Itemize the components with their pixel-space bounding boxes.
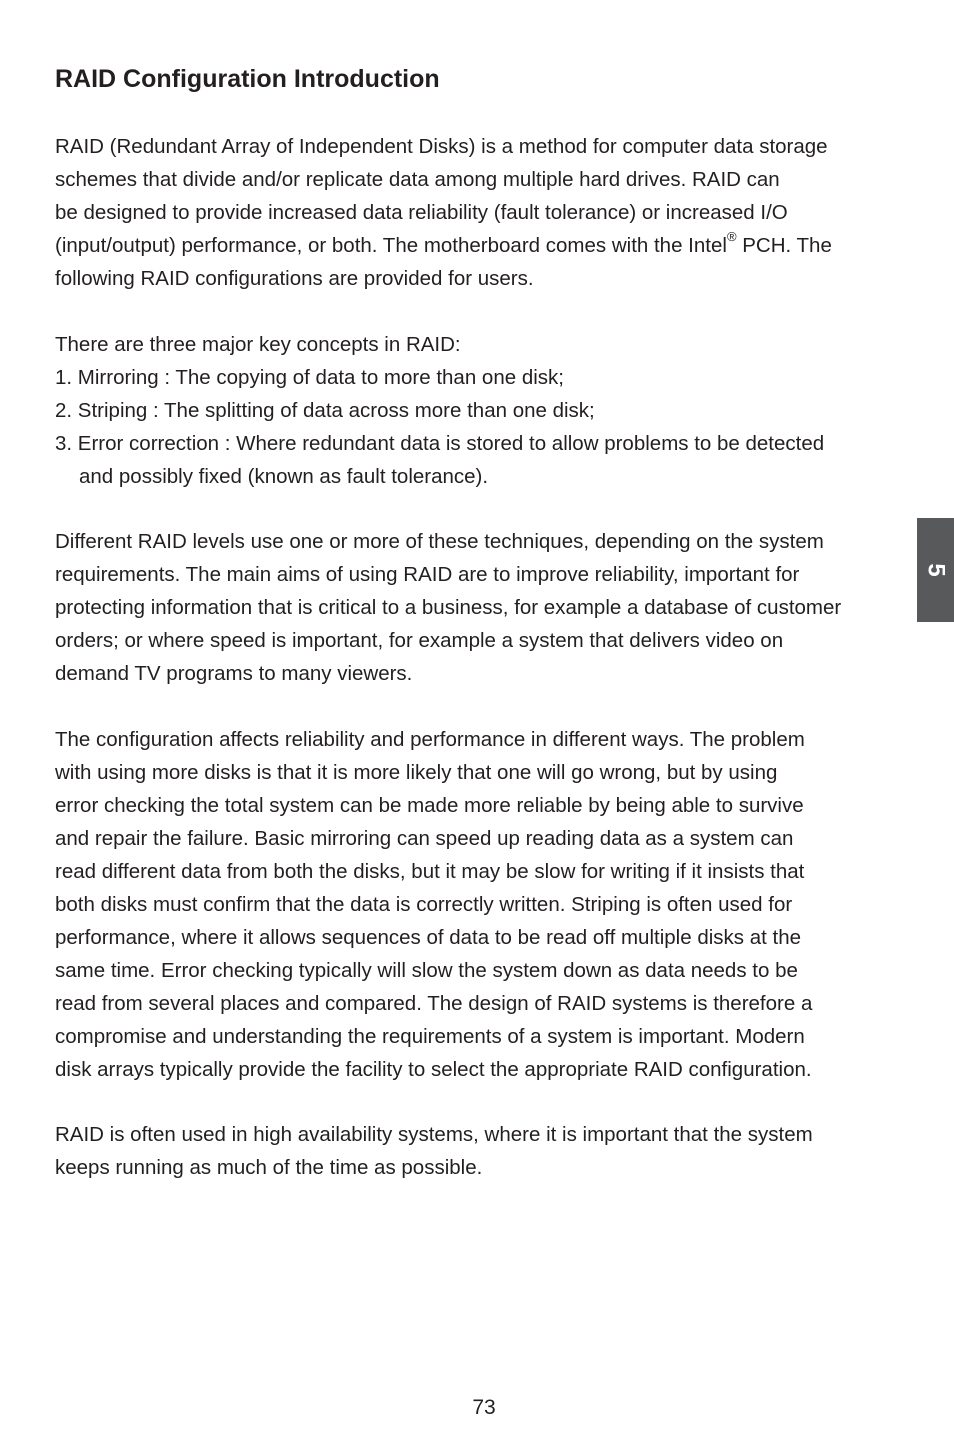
intro-line-4-start: (input/output) performance, or both. The motherboard comes with the Intel [55, 234, 727, 257]
intro-line-2: schemes that divide and/or replicate data among multiple hard drives. RAID can [55, 168, 780, 191]
page-number: 73 [472, 1396, 496, 1419]
intro-line-5: following RAID configurations are provided for users. [55, 267, 534, 290]
configuration-line: same time. Error checking typically will slow the system down as data needs to be [55, 959, 798, 982]
configuration-line: read from several places and compared. The design of RAID systems is therefore a [55, 992, 813, 1015]
raid-levels-line: demand TV programs to many viewers. [55, 662, 413, 685]
concept-item-error-correction-continued: and possibly fixed (known as fault tolerance). [79, 465, 489, 488]
availability-line: keeps running as much of the time as possible. [55, 1156, 483, 1179]
configuration-line: both disks must confirm that the data is correctly written. Striping is often used for [55, 893, 793, 916]
availability-paragraph [55, 1118, 813, 1184]
chapter-number: 5 [922, 563, 950, 577]
registered-mark: ® [726, 229, 737, 245]
key-concepts-intro: There are three major key concepts in RAID: [55, 333, 461, 356]
concept-item-error-correction: 3. Error correction : Where redundant data is stored to allow problems to be detected [55, 432, 825, 455]
availability-line: RAID is often used in high availability systems, where it is important that the system [55, 1123, 813, 1146]
configuration-paragraph [55, 723, 812, 1086]
configuration-line: with using more disks is that it is more likely that one will go wrong, but by using [55, 761, 778, 784]
chapter-tab [917, 518, 954, 622]
intro-line-4 [55, 229, 832, 262]
concept-item-striping: 2. Striping : The splitting of data across more than one disk; [55, 399, 595, 422]
key-concepts-list [55, 328, 824, 493]
intro-line-1: RAID (Redundant Array of Independent Disks) is a method for computer data storage [55, 135, 828, 158]
raid-levels-line: Different RAID levels use one or more of these techniques, depending on the system [55, 530, 824, 553]
configuration-line: error checking the total system can be made more reliable by being able to survive [55, 794, 804, 817]
intro-paragraph [55, 130, 832, 295]
intro-line-4-end: PCH. The [736, 234, 832, 257]
raid-levels-line: requirements. The main aims of using RAID are to improve reliability, important for [55, 563, 800, 586]
configuration-line: and repair the failure. Basic mirroring can speed up reading data as a system can [55, 827, 794, 850]
intro-line-3: be designed to provide increased data reliability (fault tolerance) or increased I/O [55, 201, 788, 224]
raid-levels-paragraph [55, 525, 841, 690]
configuration-line: compromise and understanding the requirements of a system is important. Modern [55, 1025, 805, 1048]
raid-levels-line: protecting information that is critical to a business, for example a database of customer [55, 596, 842, 619]
concept-item-mirroring: 1. Mirroring : The copying of data to more than one disk; [55, 366, 564, 389]
page-title: RAID Configuration Introduction [55, 65, 440, 93]
configuration-line: performance, where it allows sequences of data to be read off multiple disks at the [55, 926, 802, 949]
raid-levels-line: orders; or where speed is important, for example a system that delivers video on [55, 629, 784, 652]
configuration-line: The configuration affects reliability and performance in different ways. The problem [55, 728, 805, 751]
configuration-line: disk arrays typically provide the facility to select the appropriate RAID configuration. [55, 1058, 812, 1081]
configuration-line: read different data from both the disks, but it may be slow for writing if it insists that [55, 860, 805, 883]
